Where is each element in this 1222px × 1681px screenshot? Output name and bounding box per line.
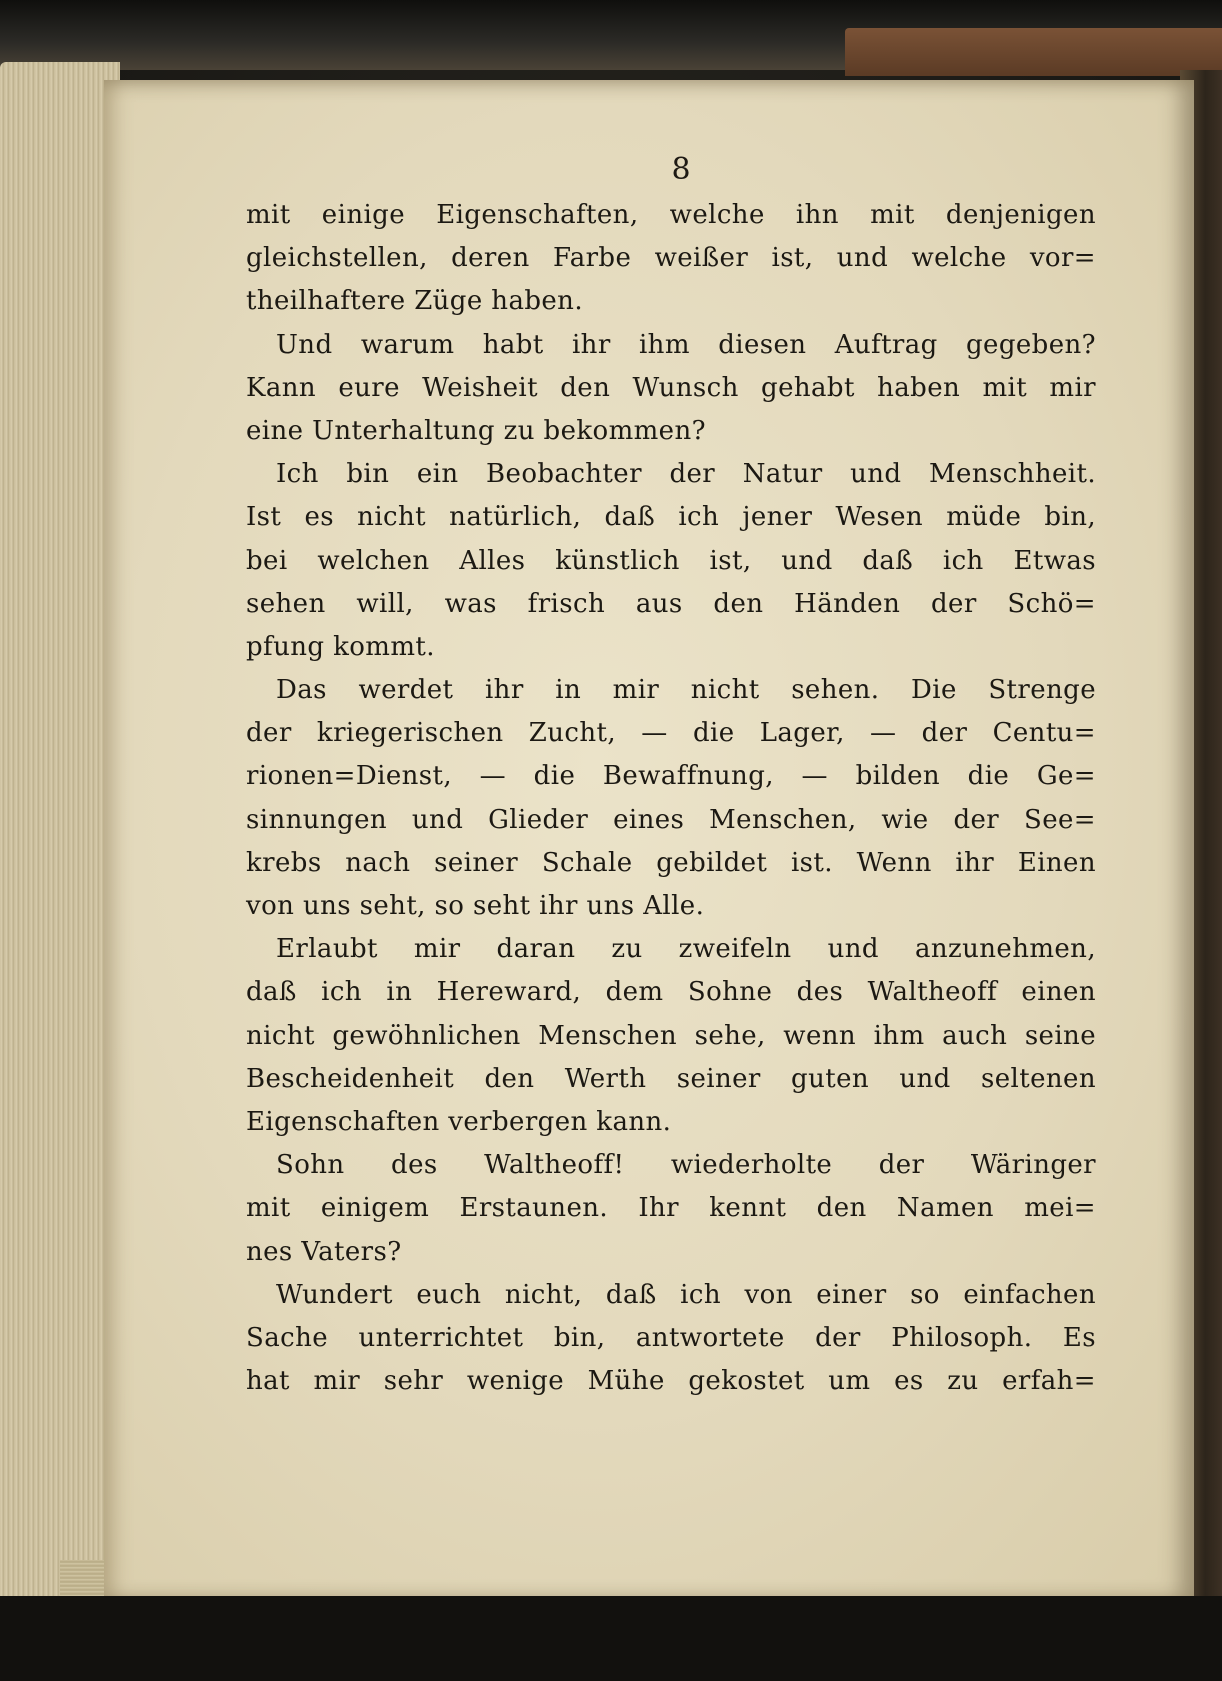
text-line: rionen=Dienst, — die Bewaffnung, — bilden die Ge=	[246, 761, 1096, 792]
background-bottom	[0, 1596, 1222, 1681]
page-edges-left	[0, 62, 120, 1602]
text-line: pfung kommt.	[246, 631, 435, 662]
text-line: sinnungen und Glieder eines Menschen, wie der See=	[246, 804, 1096, 835]
text-line: bei welchen Alles künstlich ist, und daß ich Etwas	[246, 545, 1096, 576]
text-line: von uns seht, so seht ihr uns Alle.	[246, 891, 705, 921]
text-line: mit einigem Erstaunen. Ihr kennt den Namen mei=	[246, 1193, 1096, 1224]
text-line: theilhaftere Züge haben.	[246, 286, 583, 317]
text-line: krebs nach seiner Schale gebildet ist. Wenn ihr Einen	[246, 847, 1096, 878]
leather-bookmark-tab	[845, 28, 1222, 76]
text-line: Ist es nicht natürlich, daß ich jener Wesen müde bin,	[246, 502, 1096, 533]
text-line: Sohn des Waltheoff! wiederholte der Wäringer	[276, 1150, 1096, 1181]
text-line: Kann eure Weisheit den Wunsch gehabt haben mit mir	[246, 372, 1096, 403]
text-line: daß ich in Hereward, dem Sohne des Waltheoff einen	[246, 977, 1096, 1008]
text-line: gleichstellen, deren Farbe weißer ist, und welche vor=	[246, 243, 1096, 274]
text-line: nes Vaters?	[246, 1236, 402, 1267]
text-line: Wundert euch nicht, daß ich von einer so einfachen	[276, 1279, 1096, 1310]
text-line: sehen will, was frisch aus den Händen der Schö=	[246, 588, 1096, 619]
text-line: Bescheidenheit den Werth seiner guten und seltenen	[246, 1063, 1096, 1094]
text-line: Ich bin ein Beobachter der Natur und Menschheit.	[276, 459, 1096, 490]
text-line: hat mir sehr wenige Mühe gekostet um es zu erfah=	[246, 1366, 1096, 1397]
text-line: Und warum habt ihr ihm diesen Auftrag gegeben?	[276, 329, 1096, 360]
text-line: eine Unterhaltung zu bekommen?	[246, 415, 706, 446]
text-line: nicht gewöhnlichen Menschen sehe, wenn ihm auch seine	[246, 1020, 1096, 1051]
page-text	[246, 194, 1096, 1403]
page-number: 8	[671, 152, 691, 187]
text-line: der kriegerischen Zucht, — die Lager, — der Centu=	[246, 718, 1096, 749]
text-line: mit einige Eigenschaften, welche ihn mit denjenigen	[246, 200, 1096, 230]
text-line: Eigenschaften verbergen kann.	[246, 1106, 672, 1137]
text-line: Das werdet ihr in mir nicht sehen. Die Strenge	[276, 675, 1096, 706]
text-line: Erlaubt mir daran zu zweifeln und anzunehmen,	[276, 934, 1096, 965]
text-line: Sache unterrichtet bin, antwortete der Philosoph. Es	[246, 1322, 1096, 1353]
